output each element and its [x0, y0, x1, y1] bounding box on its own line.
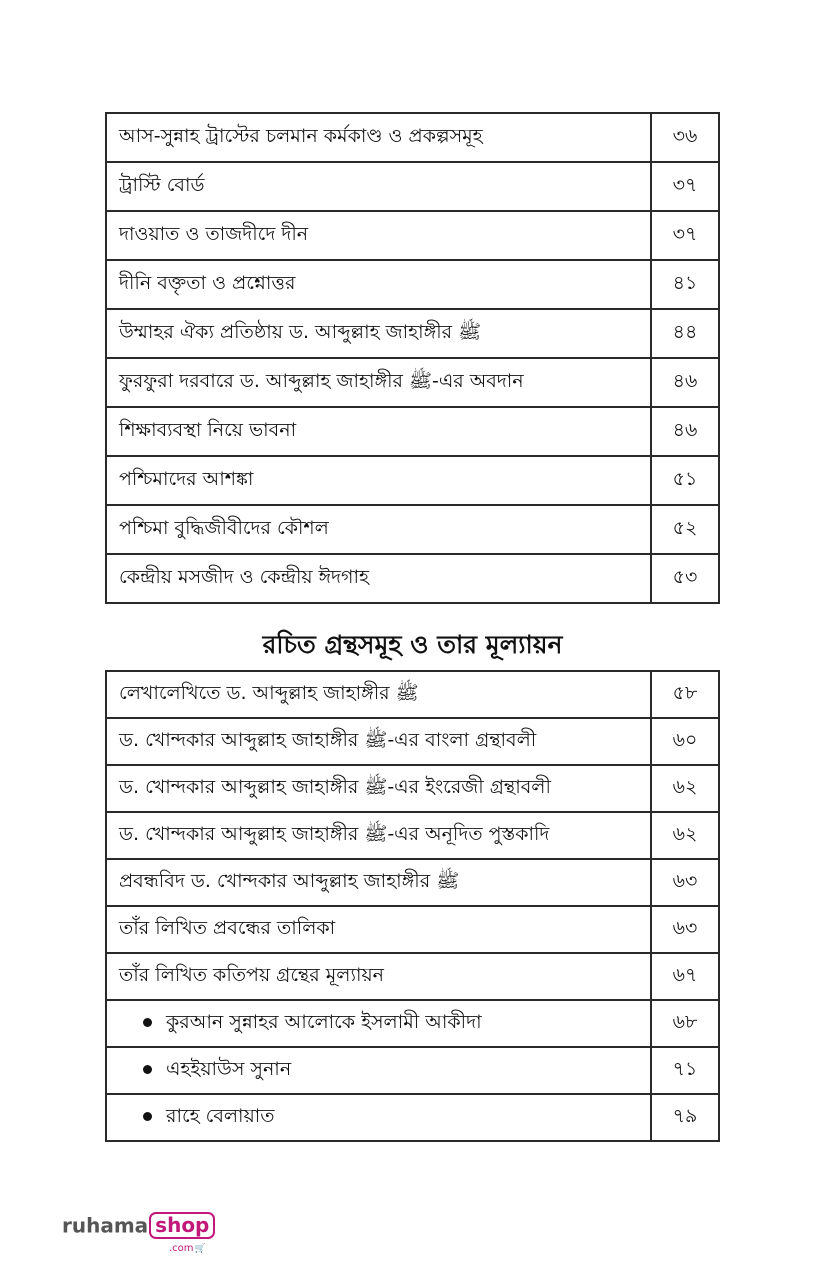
- bullet-icon: [143, 1065, 152, 1074]
- toc-row: [106, 456, 719, 505]
- toc-title: দীনি বক্তৃতা ও প্রশ্নোত্তর: [106, 260, 651, 309]
- toc-page-number: ৫১: [651, 456, 719, 505]
- toc-title: ড. খোন্দকার আব্দুল্লাহ জাহাঙ্গীর ﷺ-এর ইংরেজী গ্রন্থাবলী: [106, 765, 651, 812]
- toc-page-number: ৪৬: [651, 358, 719, 407]
- bullet-icon: [143, 1112, 152, 1121]
- toc-row-bullet: [106, 1094, 719, 1141]
- toc-row: [106, 358, 719, 407]
- toc-row: [106, 859, 719, 906]
- toc-row: [106, 554, 719, 603]
- toc-title-cell: [106, 1047, 651, 1094]
- toc-row: [106, 765, 719, 812]
- toc-title-cell: [106, 1094, 651, 1141]
- toc-title: লেখালেখিতে ড. আব্দুল্লাহ জাহাঙ্গীর ﷺ: [106, 671, 651, 718]
- toc-title: দাওয়াত ও তাজদীদে দীন: [106, 211, 651, 260]
- toc-page-number: ৪১: [651, 260, 719, 309]
- toc-title: উম্মাহর ঐক্য প্রতিষ্ঠায় ড. আব্দুল্লাহ জাহাঙ্গীর ﷺ: [106, 309, 651, 358]
- toc-row: [106, 906, 719, 953]
- toc-page-number: ৬২: [651, 812, 719, 859]
- toc-page-number: ৩৭: [651, 162, 719, 211]
- toc-page-number: ৫২: [651, 505, 719, 554]
- toc-table-section-1: [105, 112, 720, 604]
- toc-title: কেন্দ্রীয় মসজীদ ও কেন্দ্রীয় ঈদগাহ: [106, 554, 651, 603]
- toc-page-number: ৭১: [651, 1047, 719, 1094]
- toc-row: [106, 260, 719, 309]
- toc-title: ফুরফুরা দরবারে ড. আব্দুল্লাহ জাহাঙ্গীর ﷺ-এর অবদান: [106, 358, 651, 407]
- toc-row: [106, 718, 719, 765]
- toc-page-number: ৬৭: [651, 953, 719, 1000]
- toc-title: এহইয়াউস সুনান: [166, 1057, 292, 1080]
- toc-row-bullet: [106, 1000, 719, 1047]
- toc-row: [106, 812, 719, 859]
- toc-title: ড. খোন্দকার আব্দুল্লাহ জাহাঙ্গীর ﷺ-এর বাংলা গ্রন্থাবলী: [106, 718, 651, 765]
- toc-row: [106, 407, 719, 456]
- logo-text-shop: shop: [149, 1212, 215, 1239]
- toc-title: ড. খোন্দকার আব্দুল্লাহ জাহাঙ্গীর ﷺ-এর অনূদিত পুস্তকাদি: [106, 812, 651, 859]
- toc-page-number: ৫৮: [651, 671, 719, 718]
- toc-page-number: ৬৮: [651, 1000, 719, 1047]
- toc-title: তাঁর লিখিত কতিপয় গ্রন্থের মূল্যায়ন: [106, 953, 651, 1000]
- toc-row: [106, 162, 719, 211]
- toc-row-bullet: [106, 1047, 719, 1094]
- toc-page-number: ৪৪: [651, 309, 719, 358]
- toc-row: [106, 113, 719, 162]
- toc-row: [106, 309, 719, 358]
- toc-title-cell: [106, 1000, 651, 1047]
- toc-page-number: ৬২: [651, 765, 719, 812]
- toc-page-number: ৭৯: [651, 1094, 719, 1141]
- toc-page-number: ৫৩: [651, 554, 719, 603]
- toc-table-section-2: [105, 670, 720, 1142]
- toc-title: পশ্চিমাদের আশঙ্কা: [106, 456, 651, 505]
- toc-title: কুরআন সুন্নাহর আলোকে ইসলামী আকীদা: [166, 1010, 482, 1033]
- toc-title: আস-সুন্নাহ ট্রাস্টের চলমান কর্মকাণ্ড ও প্রকল্পসমূহ: [106, 113, 651, 162]
- toc-title: শিক্ষাব্যবস্থা নিয়ে ভাবনা: [106, 407, 651, 456]
- logo-domain: [169, 1244, 206, 1254]
- cart-icon: 🛒: [194, 1244, 206, 1254]
- toc-title: রাহে বেলায়াত: [166, 1104, 275, 1127]
- toc-page-number: ৬৩: [651, 906, 719, 953]
- toc-title: পশ্চিমা বুদ্ধিজীবীদের কৌশল: [106, 505, 651, 554]
- toc-page-number: ৩৭: [651, 211, 719, 260]
- toc-row: [106, 671, 719, 718]
- logo-domain-text: .com: [169, 1243, 194, 1254]
- logo-text-main: ruhama: [62, 1213, 149, 1238]
- ruhama-shop-logo: [62, 1212, 215, 1254]
- toc-row: [106, 953, 719, 1000]
- bullet-icon: [143, 1018, 152, 1027]
- toc-title: ট্রাস্টি বোর্ড: [106, 162, 651, 211]
- toc-title: প্রবন্ধবিদ ড. খোন্দকার আব্দুল্লাহ জাহাঙ্গীর ﷺ: [106, 859, 651, 906]
- toc-page-number: ৬৩: [651, 859, 719, 906]
- toc-title: তাঁর লিখিত প্রবন্ধের তালিকা: [106, 906, 651, 953]
- toc-row: [106, 505, 719, 554]
- toc-page-number: ৪৬: [651, 407, 719, 456]
- toc-row: [106, 211, 719, 260]
- section-heading: রচিত গ্রন্থসমূহ ও তার মূল্যায়ন: [262, 630, 563, 659]
- toc-page-number: ৩৬: [651, 113, 719, 162]
- toc-page-number: ৬০: [651, 718, 719, 765]
